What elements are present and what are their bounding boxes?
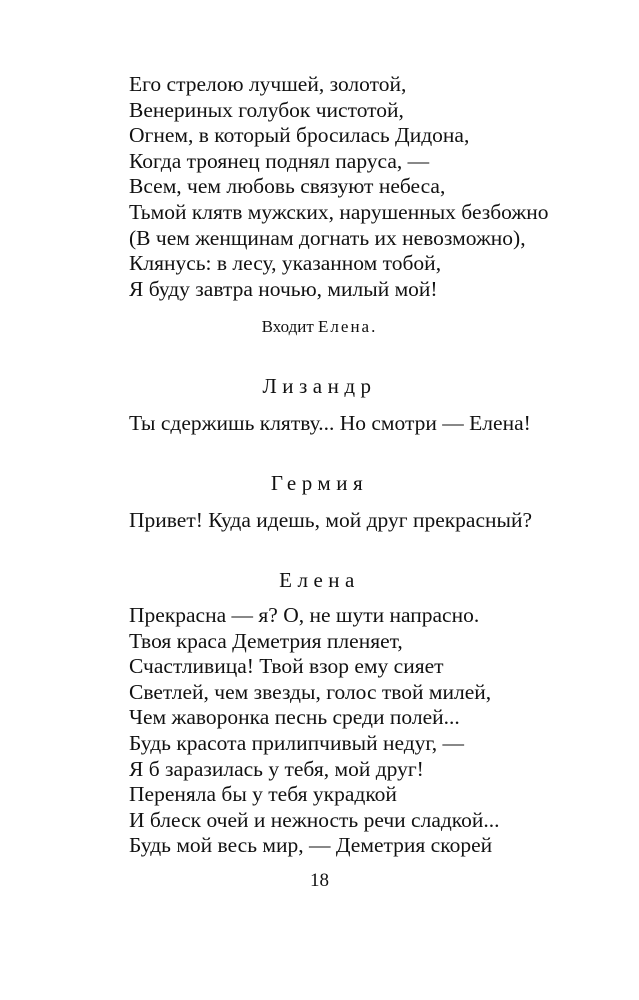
verse-line: Всем, чем любовь связуют небеса, (129, 174, 446, 199)
verse-line: Чем жаворонка песнь среди полей... (129, 705, 460, 730)
verse-line: Светлей, чем звезды, голос твой милей, (129, 679, 492, 704)
verse-line: Переняла бы у тебя украдкой (129, 782, 397, 807)
speech-line-hermia: Привет! Куда идешь, мой друг прекрасный? (129, 508, 533, 532)
verse-line: Будь красота прилипчивый недуг, — (129, 730, 465, 755)
verse-line: Клянусь: в лесу, указанном тобой, (129, 251, 442, 276)
verse-line: Будь мой весь мир, — Деметрия скорей (129, 833, 493, 858)
verse-line: Когда троянец поднял паруса, — (129, 148, 430, 173)
speech-line-lysander: Ты сдержишь клятву... Но смотри — Елена! (129, 411, 531, 435)
verse-line: И блеск очей и нежность речи сладкой... (129, 807, 500, 832)
page-number: 18 (310, 870, 329, 891)
verse-line: Я буду завтра ночью, милый мой! (129, 276, 438, 301)
stage-direction (0, 317, 639, 337)
verse-line: Твоя краса Деметрия пленяет, (129, 628, 403, 653)
verse-line: Тьмой клятв мужских, нарушенных безбожно (129, 199, 549, 224)
stage-direction-verb: Входит (261, 317, 314, 336)
speaker-name-lysander: Лизандр (262, 374, 377, 398)
speaker-name-helena: Елена (279, 568, 360, 592)
verse-line: Его стрелою лучшей, золотой, (129, 72, 407, 96)
verse-line: (В чем женщинам догнать их невозможно), (129, 225, 526, 250)
stage-direction-name: Елена. (318, 317, 378, 336)
verse-line: Счастливица! Твой взор ему сияет (129, 654, 444, 679)
speech-helena (129, 603, 500, 859)
speaker-name-hermia: Гермия (270, 471, 369, 495)
verse-line: Я б заразилась у тебя, мой друг! (129, 756, 424, 781)
opening-verse (129, 72, 549, 302)
verse-line: Венериных голубок чистотой, (129, 97, 404, 122)
verse-line: Огнем, в который бросилась Дидона, (129, 123, 470, 148)
verse-line: Прекрасна — я? О, не шути напрасно. (129, 603, 480, 627)
